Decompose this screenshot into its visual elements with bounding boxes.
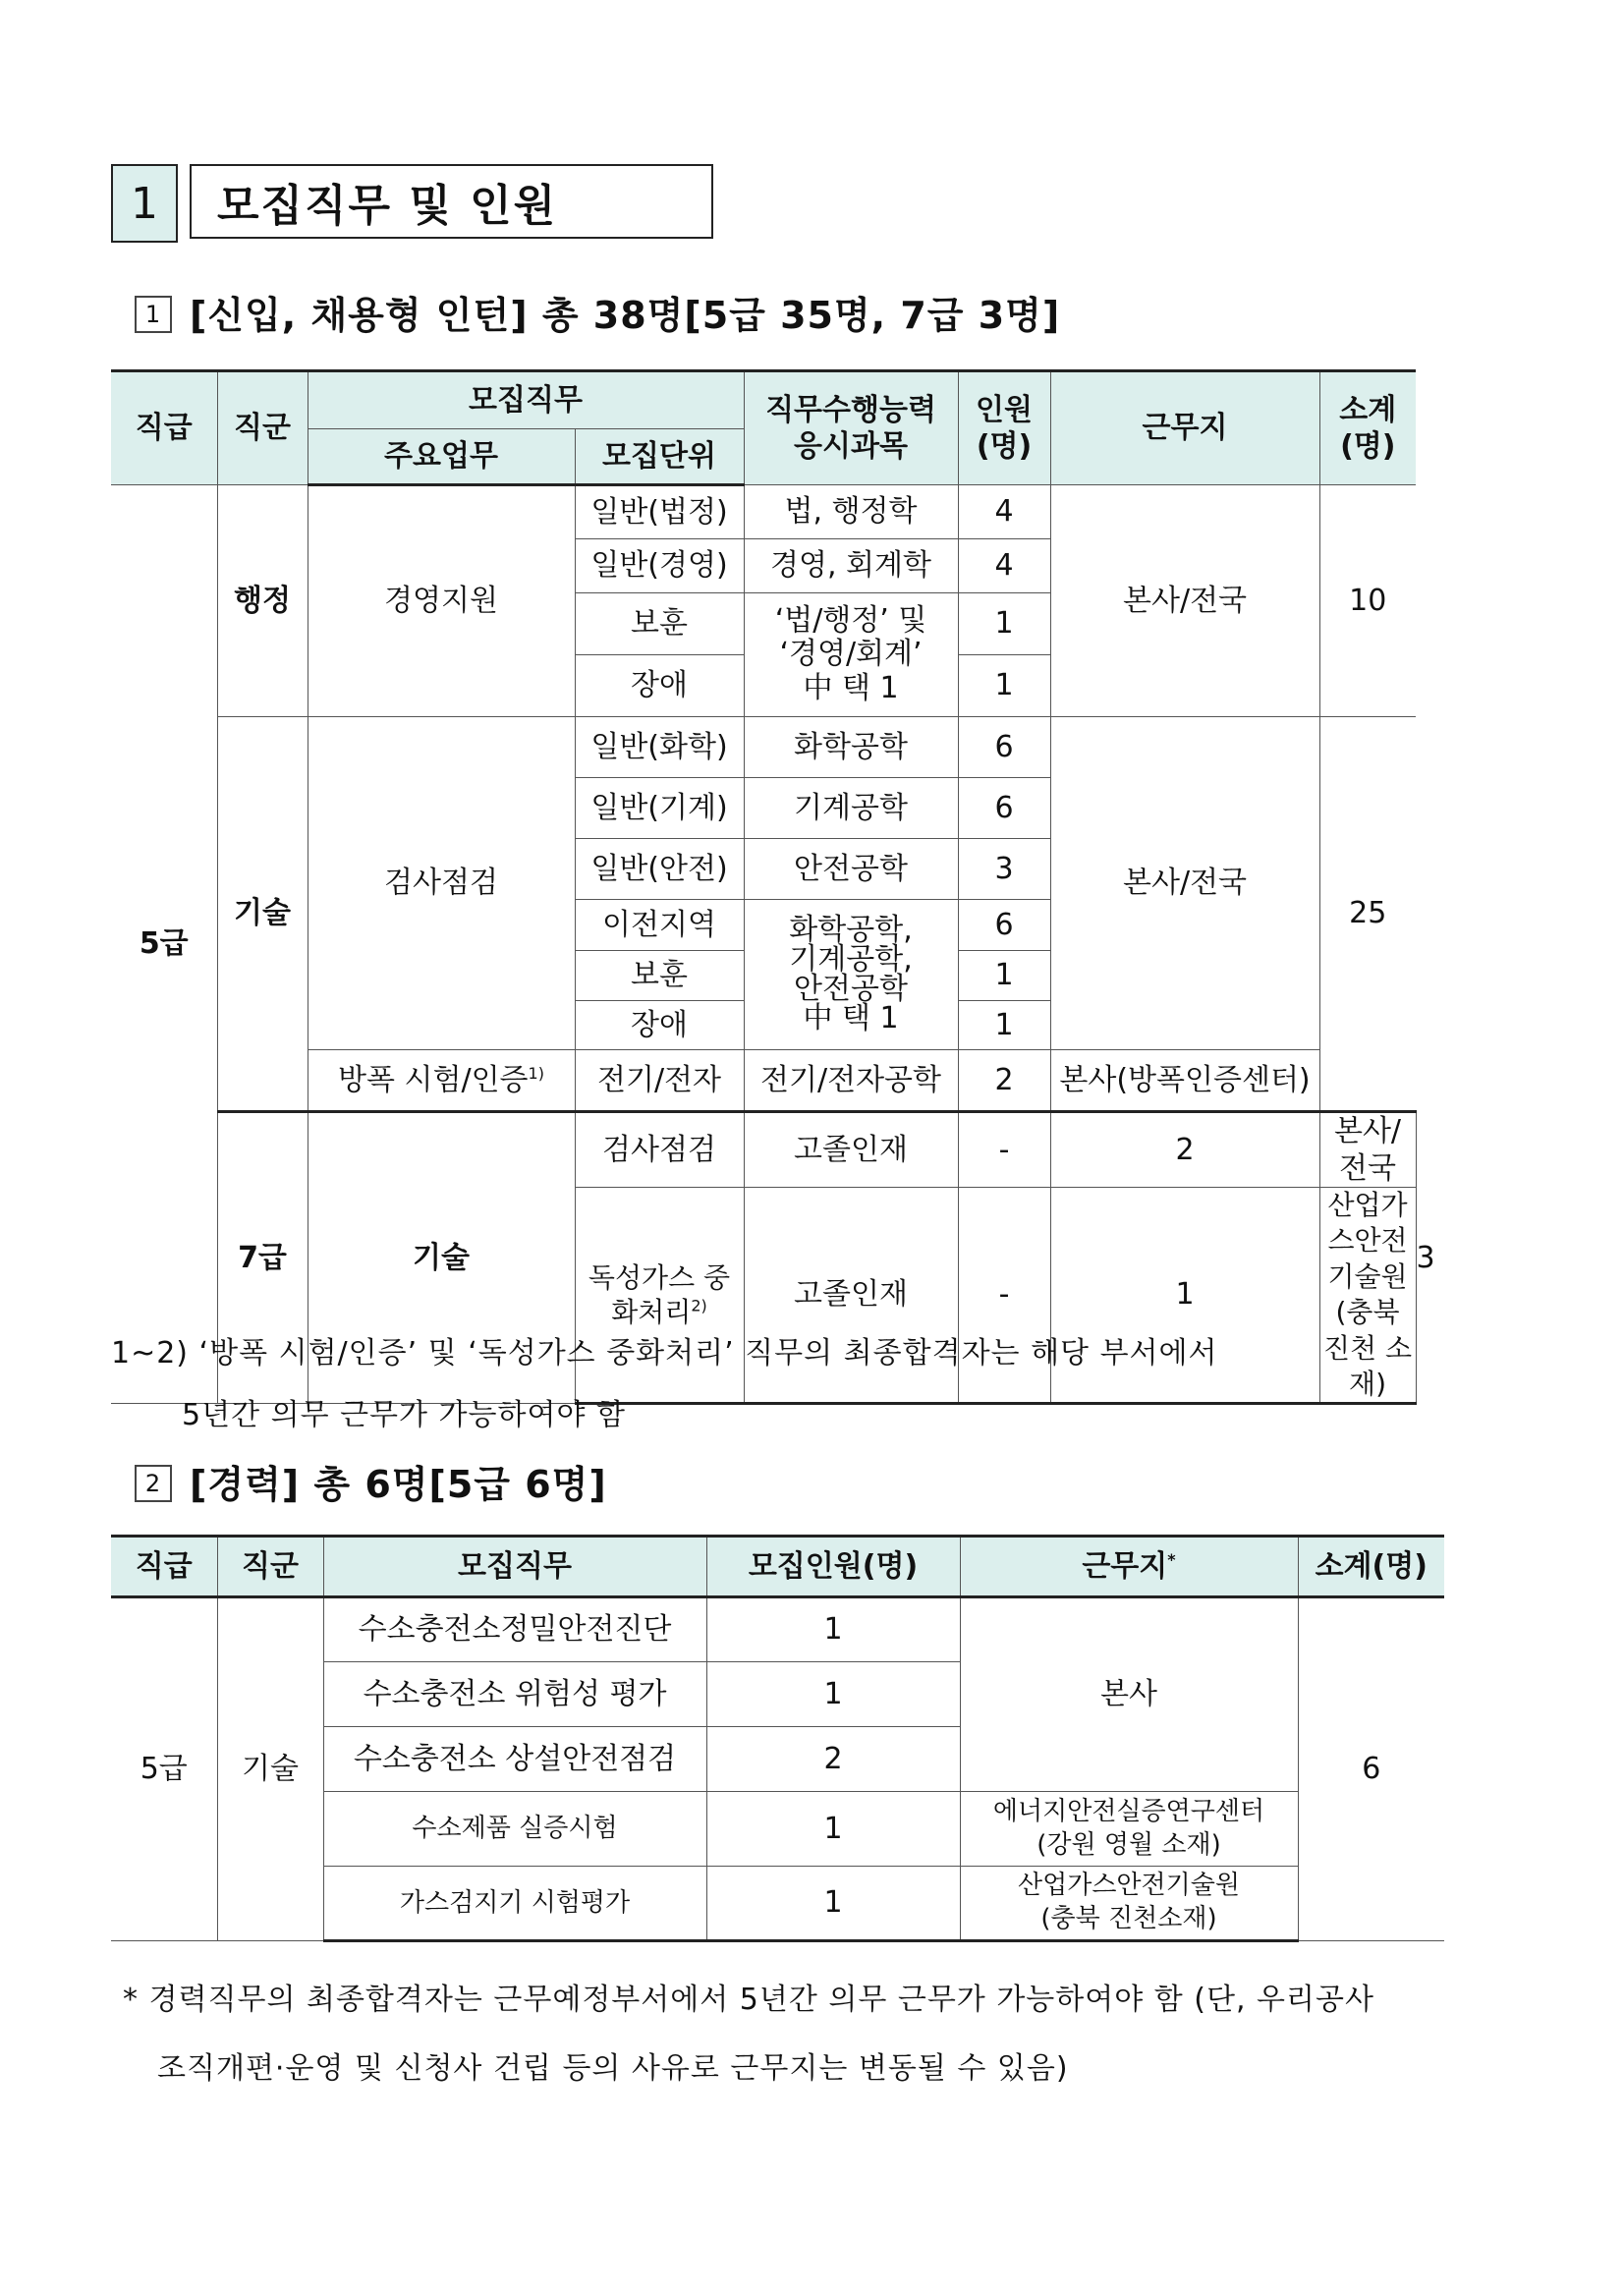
experienced-table <box>111 1535 1444 1942</box>
header-subtotal: 소계 (명) <box>1319 371 1416 485</box>
people-cell: 1 <box>1050 1188 1319 1404</box>
people-cell: 6 <box>958 717 1050 778</box>
unit-cell: 고졸인재 <box>744 1188 958 1404</box>
subject-cell: 안전공학 <box>744 839 958 900</box>
group-tech: 기술 <box>217 717 308 1112</box>
people-cell: 1 <box>958 951 1050 1001</box>
subtotal-tech: 25 <box>1319 717 1416 1112</box>
people-cell: 1 <box>706 1597 960 1662</box>
section-title: 모집직무 및 인원 <box>190 164 713 239</box>
unit-cell: 장애 <box>575 655 744 717</box>
footnote-1-marker: 1) <box>528 1063 544 1083</box>
people-cell: 4 <box>958 539 1050 593</box>
subheading-new-hire <box>135 285 1060 339</box>
header-group: 직군 <box>217 1537 323 1597</box>
header-job: 모집직무 <box>323 1537 706 1597</box>
location-g7-2: 산업가스안전기술원 (충북 진천 소재) <box>1319 1188 1416 1404</box>
section-number: 1 <box>111 164 178 243</box>
task-explosion-proof-label: 방폭 시험/인증 <box>338 1062 529 1097</box>
subject-cell: ‘법/행정’ 및 ‘경영/회계’ 中 택 1 <box>744 593 958 717</box>
location-explosion-proof: 본사(방폭인증센터) <box>1050 1050 1319 1112</box>
header-main-task: 주요업무 <box>308 429 575 485</box>
unit-cell: 일반(기계) <box>575 778 744 839</box>
footnote-1-2-line2: 5년간 의무 근무가 가능하여야 함 <box>182 1398 626 1432</box>
unit-cell: 장애 <box>575 1001 744 1050</box>
location-energy-center: 에너지안전실증연구센터 (강원 영월 소재) <box>960 1792 1298 1867</box>
group-tech: 기술 <box>217 1597 323 1941</box>
subheading-marker: 2 <box>135 1465 172 1502</box>
subject-cell: 법, 행정학 <box>744 485 958 539</box>
header-people: 인원 (명) <box>958 371 1050 485</box>
header-unit: 모집단위 <box>575 429 744 485</box>
location-industrial-gas: 산업가스안전기술원 (충북 진천소재) <box>960 1867 1298 1941</box>
unit-cell: 고졸인재 <box>744 1112 958 1188</box>
location-tech: 본사/전국 <box>1050 717 1319 1050</box>
task-admin: 경영지원 <box>308 485 575 717</box>
experienced-note-line1: * 경력직무의 최종합격자는 근무예정부서에서 5년간 의무 근무가 가능하여야 함 (단, 우리공사 <box>123 1983 1374 2017</box>
grade-5: 5급 <box>111 485 217 1404</box>
people-cell: 1 <box>958 1001 1050 1050</box>
unit-cell: 전기/전자 <box>575 1050 744 1112</box>
job-cell: 수소충전소정밀안전진단 <box>323 1597 706 1662</box>
grade-7: 7급 <box>217 1112 308 1404</box>
unit-cell: 이전지역 <box>575 900 744 951</box>
unit-cell: 일반(경영) <box>575 539 744 593</box>
people-cell: 1 <box>958 655 1050 717</box>
people-cell: 1 <box>706 1867 960 1941</box>
subject-cell: 화학공학, 기계공학, 안전공학 中 택 1 <box>744 900 958 1050</box>
subject-cell: 화학공학 <box>744 717 958 778</box>
subheading-title: [신입, 채용형 인턴] 총 38명[5급 35명, 7급 3명] <box>190 294 1061 337</box>
unit-cell: 일반(안전) <box>575 839 744 900</box>
header-group: 직군 <box>217 371 308 485</box>
group-g7-tech: 기술 <box>308 1112 575 1404</box>
unit-cell: 일반(화학) <box>575 717 744 778</box>
subject-cell: - <box>958 1112 1050 1188</box>
header-location-label: 근무지 <box>1082 1548 1168 1584</box>
subject-cell: 경영, 회계학 <box>744 539 958 593</box>
people-cell: 6 <box>958 778 1050 839</box>
header-location: 근무지 <box>1050 371 1319 485</box>
people-cell: 1 <box>706 1662 960 1727</box>
people-cell: 1 <box>958 593 1050 655</box>
job-cell: 수소제품 실증시험 <box>323 1792 706 1867</box>
header-subject: 직무수행능력 응시과목 <box>744 371 958 485</box>
people-cell: 6 <box>958 900 1050 951</box>
new-hire-table: 직급 직군 모집직무 직무수행능력 응시과목 인원 (명) 근무지 소계 (명) 주요업무 모집단위 5급 행정 경영지원 일반(법정) 법, 행정학 4 본사/전국 10 일반(경영) 경영, 회계학 4 보훈 ‘법/행정’ 및 ‘경영/회계’ 中 택 1 1 장애 1 기술 검사점검 일반(화학) 화학공학 6 본사/전국 25 일반(기계) 기계공학 6 일반(안전) 안전공학 3 이전지역 화학공학, 기계공학, 안전공학 中 택 1 6 보훈 1 장애 1 방폭 시험/인증$^{1)}$ 전기/전자 전기/전자공학 2 본사(방폭인증센터) 7급 기술 검사점검 고졸인재 - 2 본사/전국 3 독성가스 중화처리$^{2)}$ 고졸인재 - 1 산업가스안전기술원 (충북 진천 소재) <box>111 369 1416 1405</box>
subheading-marker: 1 <box>135 296 172 333</box>
people-cell: 2 <box>958 1050 1050 1112</box>
experienced-note-line2: 조직개편·운영 및 신청사 건립 등의 사유로 근무지는 변동될 수 있음) <box>157 2051 1069 2086</box>
people-cell: 1 <box>706 1792 960 1867</box>
people-cell: 2 <box>706 1727 960 1792</box>
subheading-experienced <box>135 1454 607 1508</box>
location-note-marker: * <box>1167 1549 1176 1569</box>
footnote-2-marker: 2) <box>691 1296 707 1315</box>
subtotal-admin: 10 <box>1319 485 1416 717</box>
header-people: 모집인원(명) <box>706 1537 960 1597</box>
location-admin: 본사/전국 <box>1050 485 1319 717</box>
group-admin: 행정 <box>217 485 308 717</box>
task-tech: 검사점검 <box>308 717 575 1050</box>
people-cell: 3 <box>958 839 1050 900</box>
header-grade: 직급 <box>111 1537 217 1597</box>
task-g7-inspection: 검사점검 <box>575 1112 744 1188</box>
grade-5: 5급 <box>111 1597 217 1941</box>
subject-cell: 전기/전자공학 <box>744 1050 958 1112</box>
footnote-1-2-line1: 1~2) ‘방폭 시험/인증’ 및 ‘독성가스 중화처리’ 직무의 최종합격자는 해당 부서에서 <box>111 1336 1218 1370</box>
people-cell: 2 <box>1050 1112 1319 1188</box>
task-toxic-gas-label: 독성가스 중화처리 <box>588 1261 731 1329</box>
subject-cell: - <box>958 1188 1050 1404</box>
subtotal: 6 <box>1298 1597 1444 1941</box>
people-cell: 4 <box>958 485 1050 539</box>
job-cell: 수소충전소 위험성 평가 <box>323 1662 706 1727</box>
subheading-title: [경력] 총 6명[5급 6명] <box>190 1463 607 1506</box>
task-explosion-proof <box>308 1050 575 1112</box>
unit-cell: 보훈 <box>575 951 744 1001</box>
unit-cell: 보훈 <box>575 593 744 655</box>
job-cell: 가스검지기 시험평가 <box>323 1867 706 1941</box>
unit-cell: 일반(법정) <box>575 485 744 539</box>
job-cell: 수소충전소 상설안전점검 <box>323 1727 706 1792</box>
header-grade: 직급 <box>111 371 217 485</box>
location-g7-1: 본사/전국 <box>1319 1112 1416 1188</box>
location-hq: 본사 <box>960 1597 1298 1792</box>
header-location <box>960 1537 1298 1597</box>
header-job: 모집직무 <box>308 371 744 429</box>
header-subtotal: 소계(명) <box>1298 1537 1444 1597</box>
subject-cell: 기계공학 <box>744 778 958 839</box>
